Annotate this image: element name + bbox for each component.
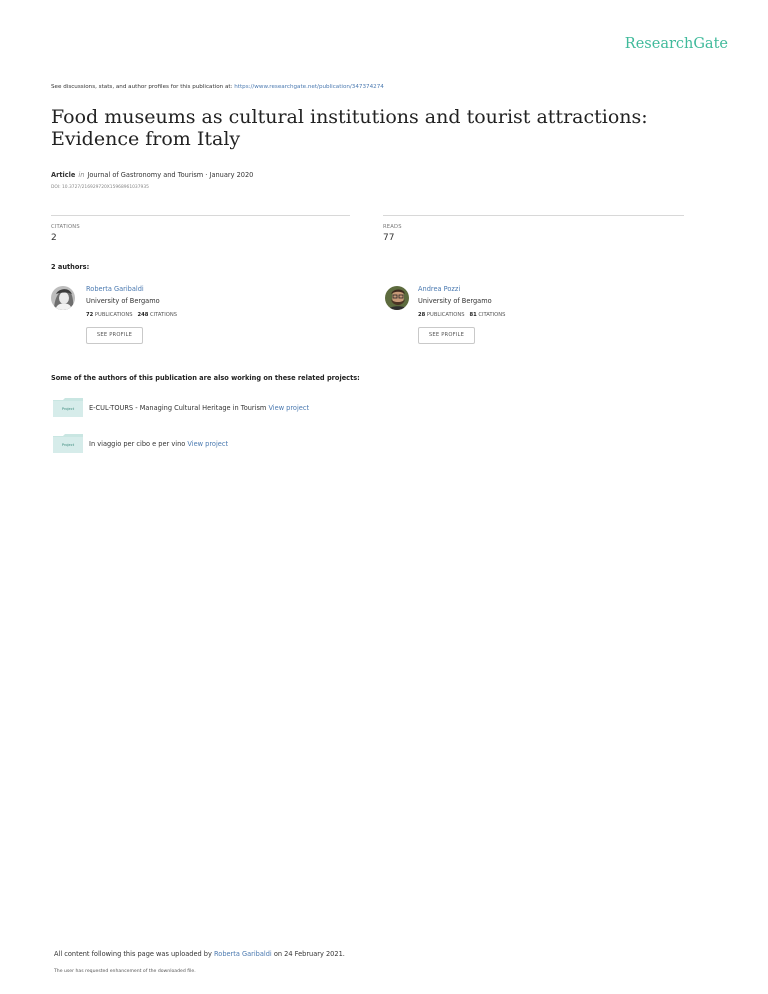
uploader-link[interactable]: Roberta Garibaldi: [214, 950, 272, 958]
discussion-line: [51, 84, 384, 90]
citations-value: 2: [51, 233, 57, 243]
related-projects-heading: Some of the authors of this publication are also working on these related projects:: [51, 374, 360, 382]
reads-label: READS: [383, 224, 402, 230]
avatar[interactable]: [385, 286, 409, 310]
see-profile-button[interactable]: SEE PROFILE: [418, 327, 475, 344]
in-label: in: [78, 171, 85, 179]
enhancement-note: The user has requested enhancement of the downloaded file.: [54, 969, 196, 974]
divider-citations: [51, 215, 350, 216]
journal-info: Journal of Gastronomy and Tourism · January 2020: [87, 171, 254, 179]
publications-count: 72: [86, 312, 94, 318]
author-institution: University of Bergamo: [418, 297, 492, 305]
view-project-link[interactable]: View project: [187, 440, 229, 448]
project-folder-label: Project: [61, 407, 75, 411]
author-stats: [418, 312, 505, 318]
authors-heading: 2 authors:: [51, 263, 90, 271]
citations-label: CITATIONS: [149, 312, 178, 318]
citations-label: CITATIONS: [478, 312, 506, 318]
researchgate-logo[interactable]: ResearchGate: [624, 36, 728, 52]
project-folder-label: Project: [61, 443, 75, 447]
publications-count: 28: [418, 312, 426, 318]
view-project-link[interactable]: View project: [268, 404, 310, 412]
author-photo-icon: [51, 286, 75, 310]
avatar[interactable]: [51, 286, 75, 310]
discussion-text: See discussions, stats, and author profiles for this publication at:: [51, 84, 235, 90]
upload-prefix: All content following this page was uploaded by: [54, 950, 212, 958]
author-institution: University of Bergamo: [86, 297, 160, 305]
reads-value: 77: [383, 233, 395, 243]
author-name-link[interactable]: Andrea Pozzi: [418, 285, 461, 293]
author-name-link[interactable]: Roberta Garibaldi: [86, 285, 144, 293]
author-stats: [86, 312, 177, 318]
project-item: [89, 404, 309, 412]
divider-reads: [383, 215, 684, 216]
publication-type: Article: [51, 171, 76, 179]
publication-meta: [51, 171, 253, 179]
upload-note: [54, 950, 345, 958]
project-item: [89, 440, 228, 448]
citations-count: 81: [469, 312, 477, 318]
project-title: E-CUL-TOURS - Managing Cultural Heritage in Tourism: [89, 404, 267, 412]
upload-suffix: on 24 February 2021.: [273, 950, 345, 958]
author-photo-icon: [385, 286, 409, 310]
see-profile-button[interactable]: SEE PROFILE: [86, 327, 143, 344]
publications-label: PUBLICATIONS: [94, 312, 133, 318]
publications-label: PUBLICATIONS: [426, 312, 465, 318]
project-title: In viaggio per cibo e per vino: [89, 440, 186, 448]
doi: DOI: 10.3727/216929720X15968961037935: [51, 185, 149, 190]
citations-label: CITATIONS: [51, 224, 80, 230]
publication-url-link[interactable]: https://www.researchgate.net/publication/347374274: [234, 84, 384, 90]
citations-count: 248: [137, 312, 149, 318]
publication-title: Food museums as cultural institutions and tourist attractions: Evidence from Italy: [51, 106, 648, 150]
